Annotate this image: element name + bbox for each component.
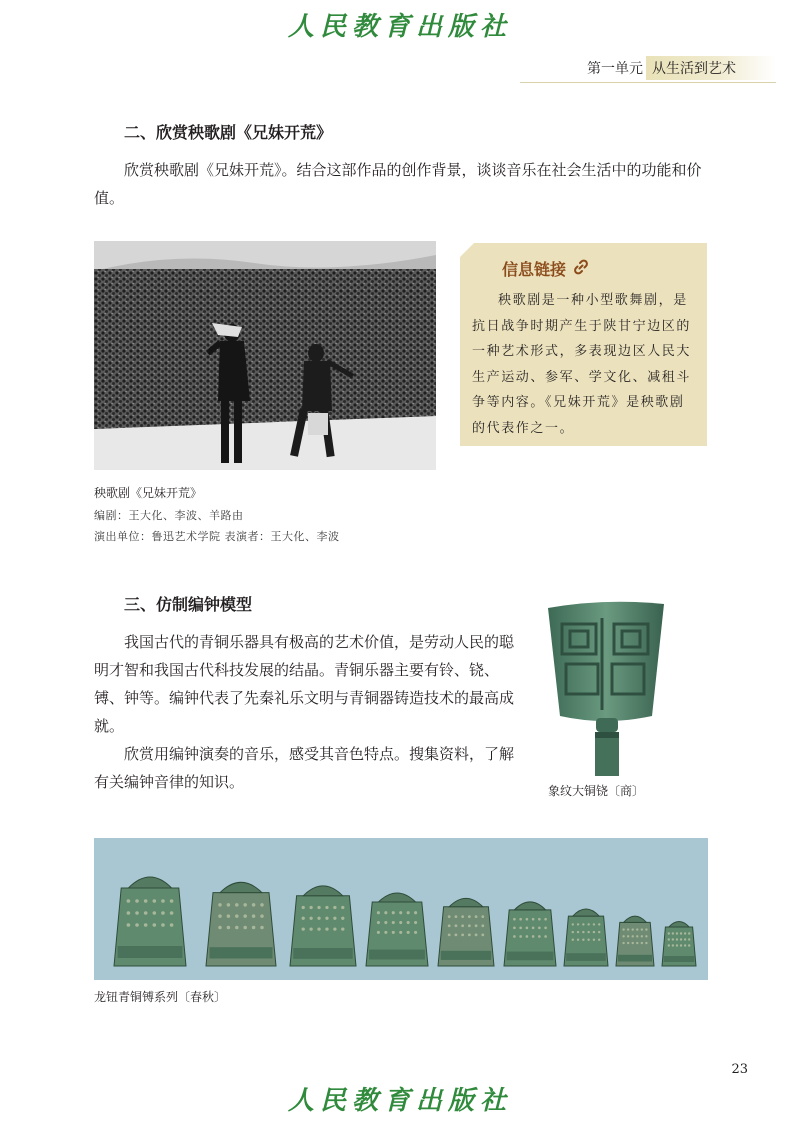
section2-paragraph: 欣赏秧歌剧《兄妹开荒》。结合这部作品的创作背景，谈谈音乐在社会生活中的功能和价值。	[94, 161, 702, 207]
bronze-bell	[616, 916, 654, 966]
section3-paragraph-2: 欣赏用编钟演奏的音乐，感受其音色特点。搜集资料，了解有关编钟音律的知识。	[94, 745, 515, 791]
bronze-nao-image	[540, 598, 670, 780]
yangge-opera-image	[94, 241, 436, 470]
unit-header	[587, 57, 776, 79]
bronze-nao-photo	[540, 598, 670, 780]
header-divider	[520, 82, 776, 83]
bronze-bell	[114, 877, 186, 966]
info-box-corner	[460, 243, 474, 257]
info-link-box	[460, 243, 707, 446]
bronze-bo-series-photo	[94, 838, 708, 980]
bronze-bell	[366, 893, 428, 966]
photo1-credit-writers: 编剧：王大化、李波、羊路由	[94, 509, 244, 522]
bronze-bell	[564, 909, 608, 966]
bronze-bell	[206, 882, 276, 966]
yangge-opera-photo	[94, 241, 436, 470]
section3-paragraph-1: 我国古代的青铜乐器具有极高的艺术价值，是劳动人民的聪明才智和我国古代科技发展的结晶。青铜乐器主要有铃、铙、镈、钟等。编钟代表了先秦礼乐文明与青铜器铸造技术的最高成就。	[94, 633, 515, 735]
publisher-logo-bottom: 人民教育出版社	[287, 1086, 512, 1116]
info-box-text: 秧歌剧是一种小型歌舞剧，是抗日战争时期产生于陕甘宁边区的一种艺术形式，多表现边区人民大生产运动、参军、学文化、减租斗争等内容。《兄妹开荒》是秧歌剧的代表作之一。	[472, 293, 692, 436]
bronze-bell	[290, 886, 356, 966]
info-box-title	[502, 257, 695, 280]
section2-heading: 二、欣赏秧歌剧《兄妹开荒》	[124, 123, 333, 142]
section3-heading: 三、仿制编钟模型	[124, 595, 253, 614]
bronze-bo-series-image	[94, 838, 708, 980]
photo1-caption: 秧歌剧《兄妹开荒》	[94, 486, 203, 500]
photo2-caption: 象纹大铜铙〔商〕	[548, 784, 645, 798]
link-icon	[572, 258, 590, 280]
info-box-title-text: 信息链接	[502, 260, 567, 279]
publisher-logo-top: 人民教育出版社	[287, 12, 512, 42]
photo3-caption: 龙钮青铜镈系列〔春秋〕	[94, 990, 227, 1004]
unit-number: 第一单元	[587, 61, 643, 77]
page-number: 23	[731, 1062, 748, 1077]
bronze-bell	[438, 898, 494, 966]
photo1-credit-performers: 演出单位：鲁迅艺术学院 表演者：王大化、李波	[94, 530, 340, 543]
bronze-bell	[504, 902, 556, 966]
unit-name: 从生活到艺术	[646, 56, 776, 80]
bronze-bell	[662, 922, 696, 967]
